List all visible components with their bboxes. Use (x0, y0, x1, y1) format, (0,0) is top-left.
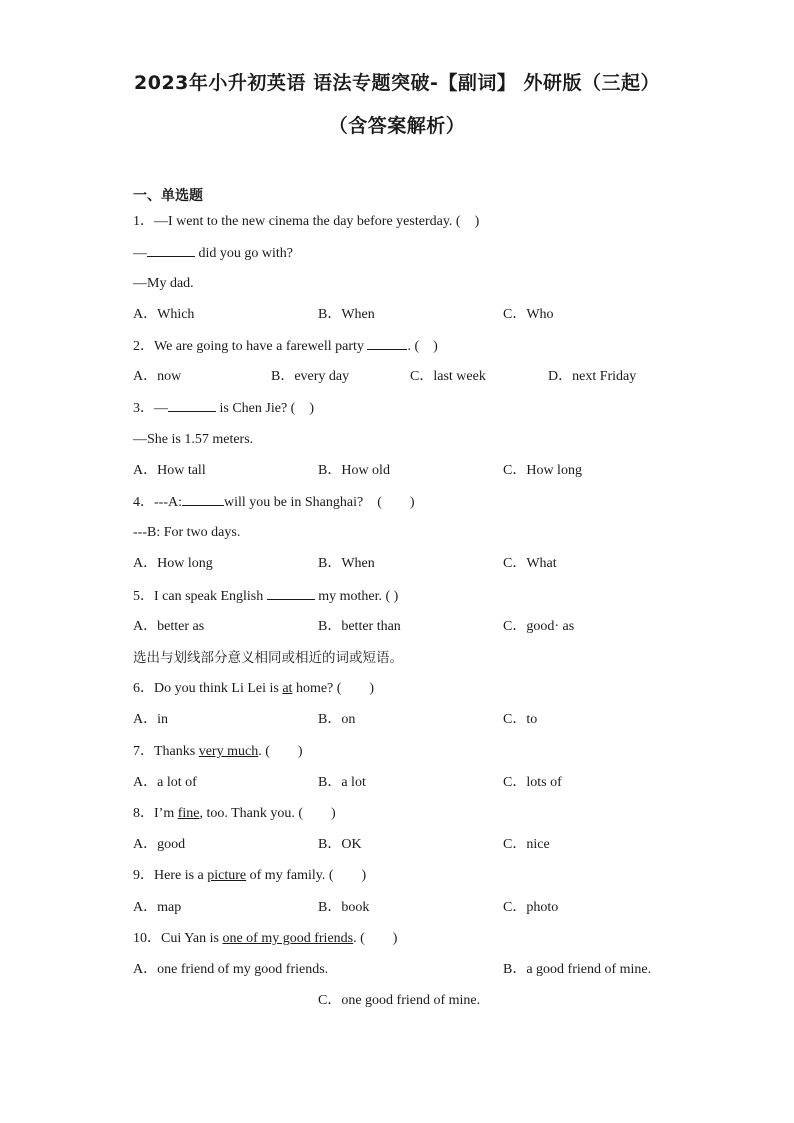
question-9-text: 9．Here is a picture of my family. ( ) (133, 868, 367, 883)
question-7-option-a[interactable]: A．a lot of (133, 775, 197, 790)
question-3-option-c[interactable]: C．How long (503, 463, 582, 478)
document-subtitle: （含答案解析） (328, 115, 466, 137)
question-7-text: 7．Thanks very much. ( ) (133, 744, 303, 759)
question-1-option-a[interactable]: A．Which (133, 307, 195, 322)
question-8-text: 8．I’m fine, too. Thank you. ( ) (133, 806, 336, 821)
underlined-word: one of my good friends (222, 931, 354, 946)
question-2-text: 2．We are going to have a farewell party . ( ) (133, 339, 438, 354)
answer-blank (267, 587, 315, 600)
question-5-option-c[interactable]: C．good· as (503, 619, 575, 634)
question-3-line2: —She is 1.57 meters. (133, 432, 254, 447)
question-6-option-b[interactable]: B．on (318, 712, 356, 727)
answer-blank (147, 244, 195, 257)
question-4-line2: ---B: For two days. (133, 525, 241, 540)
answer-blank (168, 399, 216, 412)
question-9-option-b[interactable]: B．book (318, 900, 370, 915)
question-7-option-b[interactable]: B．a lot (318, 775, 366, 790)
question-6-text: 6．Do you think Li Lei is at home? ( ) (133, 681, 375, 696)
question-9-option-a[interactable]: A．map (133, 900, 182, 915)
question-10-text: 10．Cui Yan is one of my good friends. ( ) (133, 931, 398, 946)
question-10-option-b[interactable]: B．a good friend of mine. (503, 962, 652, 977)
question-9-option-c[interactable]: C．photo (503, 900, 559, 915)
question-7-option-c[interactable]: C．lots of (503, 775, 562, 790)
question-2-option-c[interactable]: C．last week (410, 369, 486, 384)
question-10-option-c[interactable]: C．one good friend of mine. (318, 993, 481, 1008)
question-4-option-c[interactable]: C．What (503, 556, 557, 571)
question-2-option-d[interactable]: D．next Friday (548, 369, 637, 384)
question-8-option-c[interactable]: C．nice (503, 837, 550, 852)
question-3-option-b[interactable]: B．How old (318, 463, 390, 478)
question-4-option-a[interactable]: A．How long (133, 556, 213, 571)
question-8-option-b[interactable]: B．OK (318, 837, 362, 852)
underlined-word: at (282, 681, 293, 696)
question-5-option-a[interactable]: A．better as (133, 619, 205, 634)
question-6-option-a[interactable]: A．in (133, 712, 168, 727)
question-2-option-b[interactable]: B．every day (271, 369, 350, 384)
question-10-option-a[interactable]: A．one friend of my good friends. (133, 962, 329, 977)
question-3-text: 3．— is Chen Jie? ( ) (133, 401, 314, 416)
section-instruction: 选出与划线部分意义相同或相近的词或短语。 (133, 650, 403, 666)
question-5-text: 5．I can speak English my mother. ( ) (133, 589, 399, 604)
underlined-word: very much (198, 744, 259, 759)
question-1-option-c[interactable]: C．Who (503, 307, 554, 322)
question-1-line2: — did you go with? (133, 246, 293, 261)
question-5-option-b[interactable]: B．better than (318, 619, 401, 634)
question-4-text: 4．---A: will you be in Shanghai? ( ) (133, 495, 415, 510)
question-2-option-a[interactable]: A．now (133, 369, 182, 384)
answer-blank (182, 493, 224, 506)
question-1-line3: —My dad. (133, 276, 194, 291)
underlined-word: fine (177, 806, 200, 821)
question-1-option-b[interactable]: B．When (318, 307, 375, 322)
question-8-option-a[interactable]: A．good (133, 837, 186, 852)
document-title: 2023年小升初英语 语法专题突破-【副词】 外研版（三起） (134, 72, 660, 94)
section-heading: 一、单选题 (133, 188, 203, 204)
question-6-option-c[interactable]: C．to (503, 712, 538, 727)
answer-blank (367, 337, 407, 350)
question-1-text: 1．—I went to the new cinema the day before yesterday. ( ) (133, 214, 480, 229)
question-4-option-b[interactable]: B．When (318, 556, 375, 571)
question-3-option-a[interactable]: A．How tall (133, 463, 206, 478)
underlined-word: picture (207, 868, 247, 883)
